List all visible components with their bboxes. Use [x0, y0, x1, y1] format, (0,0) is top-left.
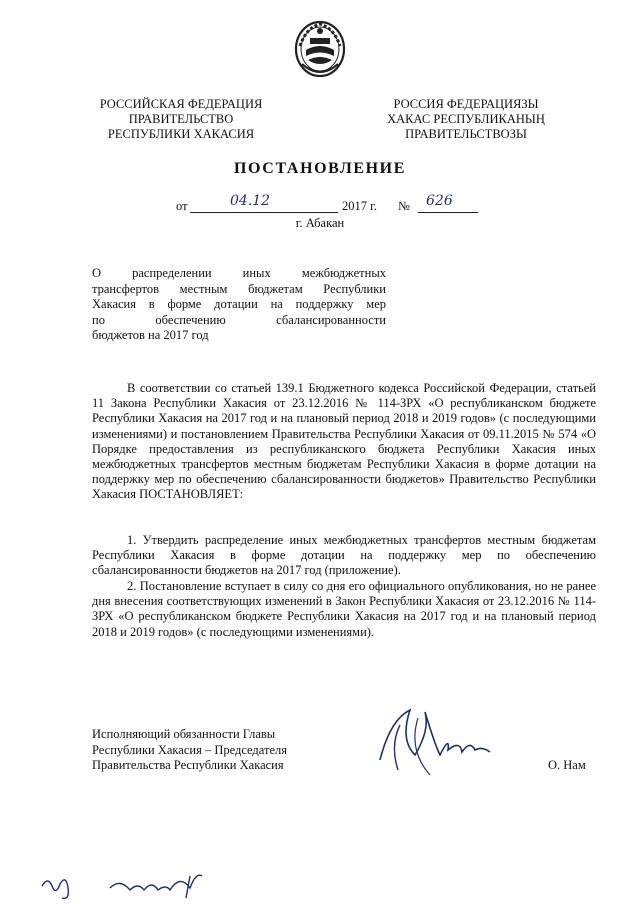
number-underline: [418, 212, 478, 213]
header-left-line: РЕСПУБЛИКИ ХАКАСИЯ: [107, 127, 255, 141]
body-item-1: 1. Утвердить распределение иных межбюджетных трансфертов местным бюджетам Республики Хакасия в форме дотации на поддержку мер по обеспечению сбалансированности бюджетов на 2017 год (приложение).: [92, 533, 596, 578]
subject-line: трансфертов местным бюджетам Республики: [92, 281, 386, 296]
subject-line: по обеспечению сбалансированности: [92, 312, 386, 327]
document-subject: [92, 266, 386, 344]
header-right-line: ХАКАС РЕСПУБЛИКАНЫҢ: [387, 112, 545, 126]
subject-line: Хакасия в форме дотации на поддержку мер: [92, 297, 386, 311]
coat-of-arms-icon: [292, 16, 348, 80]
document-title: ПОСТАНОВЛЕНИЕ: [234, 160, 406, 177]
signature-position-line: Исполняющий обязанности Главы: [92, 727, 276, 741]
handwritten-date: 04.12: [230, 193, 271, 209]
handwritten-number: 626: [426, 193, 453, 209]
body-preamble: В соответствии со статьей 139.1 Бюджетного кодекса Российской Федерации, статьей 11 Закона Республики Хакасия от 23.12.2016 № 114-ЗРХ «О республиканском бюджете Республики Хакасия на 2017 год и на плановый период 2018 и 2019 годов» (с последующими изменениями) и постановлением Правительства Республики Хакасия от 09.11.2015 № 574 «О Порядке предоставления из республиканского бюджета Республики Хакасия иных межбюджетных трансфертов местным бюджетам Республики Хакасия в форме дотации на поддержку мер по обеспечению сбалансированности бюджетов» Правительство Республики Хакасия ПОСТАНОВЛЯЕТ:: [92, 381, 596, 502]
subject-line: бюджетов на 2017 год: [92, 328, 209, 342]
signer-name: О. Нам: [548, 758, 586, 772]
body-item-2: 2. Постановление вступает в силу со дня его официального опубликования, но не ранее дня внесения соответствующих изменений в Закон Республики Хакасия от 23.12.2016 № 114-ЗРХ «О республиканском бюджете Республики Хакасия на 2017 год и на плановый период 2018 и 2019 годов» (с последующими изменениями).: [92, 579, 596, 639]
subject-line: О распределении иных межбюджетных: [92, 266, 386, 280]
header-left-line: ПРАВИТЕЛЬСТВО: [128, 112, 234, 126]
date-year: 2017 г.: [342, 199, 377, 213]
header-right-line: ПРАВИТЕЛЬСТВОЗЫ: [405, 127, 527, 141]
header-right-khakas: [368, 97, 564, 142]
date-underline: [190, 212, 338, 213]
date-prefix: от: [176, 199, 188, 213]
signature-position: [92, 727, 287, 774]
header-left-line: РОССИЙСКАЯ ФЕДЕРАЦИЯ: [99, 97, 263, 111]
city: г. Абакан: [295, 216, 345, 230]
coat-of-arms-emblem: [292, 16, 348, 80]
number-sign: №: [398, 199, 410, 213]
signature-position-line: Республики Хакасия – Председателя: [92, 742, 288, 757]
header-left-russian: [86, 97, 276, 142]
handwritten-marks-icon: [40, 868, 220, 902]
signature-position-line: Правительства Республики Хакасия: [92, 758, 284, 772]
handwritten-signature-icon: [370, 700, 500, 790]
header-right-line: РОССИЯ ФЕДЕРАЦИЯЗЫ: [393, 97, 539, 111]
